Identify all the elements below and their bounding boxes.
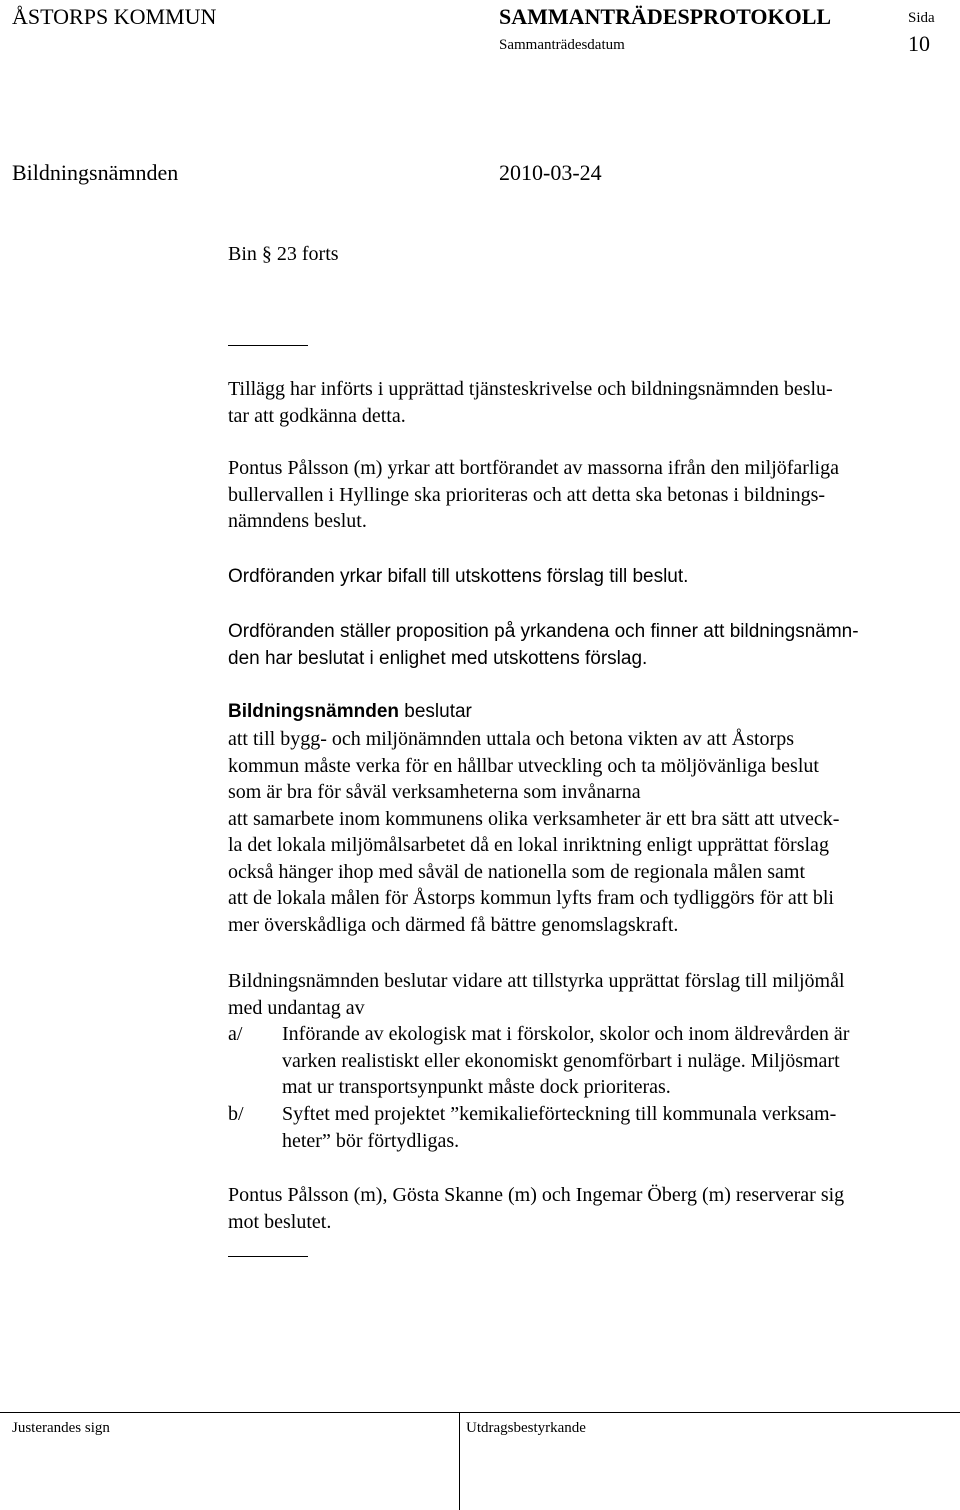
page-number: 10 [908, 31, 930, 56]
section-reference: Bin § 23 forts [228, 243, 339, 265]
exception-item-b [228, 1101, 948, 1155]
decision-line: la det lokala miljömålsarbetet då en lokal inriktning enligt upprättat förslag [228, 834, 829, 856]
reservation-line: Pontus Pålsson (m), Gösta Skanne (m) och Ingemar Öberg (m) reserverar sig [228, 1184, 845, 1206]
document-type: SAMMANTRÄDESPROTOKOLL [499, 4, 832, 29]
paragraph-line: Ordföranden yrkar bifall till utskottens förslag till beslut. [228, 566, 689, 587]
reservation [228, 1182, 844, 1235]
paragraph-chair-proposition [228, 619, 859, 672]
list-marker: a/ [228, 1023, 243, 1045]
reservation-line: mot beslutet. [228, 1210, 332, 1233]
list-item-line: varken realistiskt eller ekonomiskt genomförbart i nuläge. Miljösmart [282, 1049, 840, 1072]
footer-separator [459, 1412, 460, 1510]
decision-heading [228, 699, 472, 726]
divider-top [228, 345, 308, 346]
paragraph-amendment [228, 376, 833, 429]
exception-item-a [228, 1021, 948, 1101]
paragraph-line: Tillägg har införts i upprättad tjänsteskrivelse och bildningsnämnden beslu- [228, 378, 833, 400]
list-item-line: Införande av ekologisk mat i förskolor, skolor och inom äldrevården är [282, 1023, 850, 1045]
decision-line: kommun måste verka för en hållbar utveckling och ta möljövänliga beslut [228, 754, 819, 777]
decision-line: också hänger ihop med såväl de nationella som de regionala målen samt [228, 860, 806, 883]
footer-rule [0, 1412, 960, 1413]
paragraph-line: Pontus Pålsson (m) yrkar att bortförandet av massorna ifrån den miljöfarliga [228, 457, 839, 479]
decision-line: att samarbete inom kommunens olika verksamheter är ett bra sätt att utveck- [228, 807, 840, 830]
decision-heading-rest: beslutar [399, 701, 472, 722]
further-decision-line: med undantag av [228, 996, 365, 1019]
footer-justerandes-sign: Justerandes sign [12, 1420, 110, 1436]
decision-heading-bold: Bildningsnämnden [228, 701, 399, 722]
decision-body [228, 726, 839, 938]
paragraph-chair-motion [228, 564, 688, 591]
decision-line: att de lokala målen för Åstorps kommun lyfts fram och tydliggörs för att bli [228, 887, 834, 909]
list-item-line: heter” bör förtydligas. [282, 1129, 460, 1152]
paragraph-line: nämndens beslut. [228, 510, 367, 532]
list-item-line: mat ur transportsynpunkt måste dock prioriteras. [282, 1076, 671, 1098]
meeting-date: 2010-03-24 [499, 160, 602, 185]
meeting-date-label: Sammanträdesdatum [499, 37, 625, 53]
footer-utdragsbestyrkande: Utdragsbestyrkande [466, 1420, 586, 1436]
further-decision [228, 968, 845, 1021]
list-item-line: Syftet med projektet ”kemikalieförteckning till kommunala verksam- [282, 1103, 837, 1125]
decision-line: att till bygg- och miljönämnden uttala och betona vikten av att Åstorps [228, 728, 794, 750]
board-name: Bildningsnämnden [12, 160, 179, 185]
paragraph-line: Ordföranden ställer proposition på yrkandena och finner att bildningsnämn- [228, 621, 859, 642]
municipality-name: ÅSTORPS KOMMUN [12, 4, 217, 29]
decision-line: mer överskådliga och därmed få bättre genomslagskraft. [228, 913, 679, 936]
page-label: Sida [908, 10, 935, 26]
paragraph-line: den har beslutat i enlighet med utskottens förslag. [228, 647, 648, 669]
list-marker: b/ [228, 1103, 244, 1125]
further-decision-line: Bildningsnämnden beslutar vidare att tillstyrka upprättat förslag till miljömål [228, 970, 845, 992]
paragraph-line: tar att godkänna detta. [228, 404, 406, 427]
paragraph-pontus-motion [228, 455, 839, 535]
decision-line: som är bra för såväl verksamheterna som invånarna [228, 781, 641, 803]
divider-bottom [228, 1256, 308, 1257]
paragraph-line: bullervallen i Hyllinge ska prioriteras och att detta ska betonas i bildnings- [228, 483, 826, 506]
